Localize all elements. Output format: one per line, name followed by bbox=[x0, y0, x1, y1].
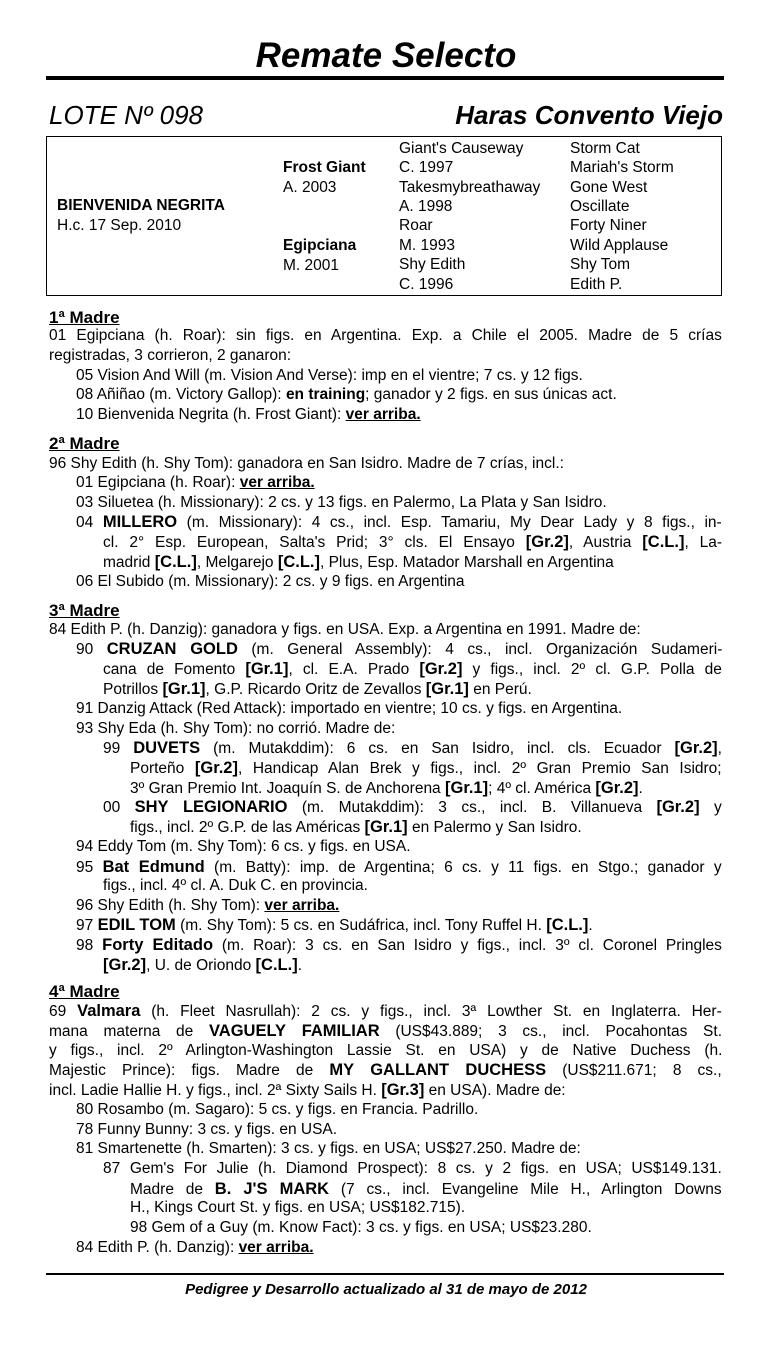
horse-highlight: Bat Edmund bbox=[102, 858, 205, 876]
page-title: Remate Selecto bbox=[255, 36, 517, 75]
gen2-entry: C. 1997 bbox=[399, 159, 454, 176]
horse-highlight: [Gr.1] bbox=[425, 680, 469, 698]
horse-highlight: EDIL TOM bbox=[97, 916, 176, 934]
text-line: registradas, 3 corrieron, 2 ganaron: bbox=[49, 347, 292, 364]
horse-highlight: B. J'S MARK bbox=[214, 1180, 330, 1198]
horse-highlight: [Gr.2] bbox=[194, 759, 238, 777]
sire-name: Frost Giant bbox=[283, 159, 366, 176]
text-line: 78 Funny Bunny: 3 cs. y figs. en USA. bbox=[76, 1121, 338, 1138]
text-line: Madre de B. J'S MARK (7 cs., incl. Evangeline Mile H., Arlington Downs bbox=[130, 1180, 722, 1198]
text-line: 04 MILLERO (m. Missionary): 4 cs., incl. Esp. Tamariu, My Dear Lady y 8 figs., in- bbox=[76, 513, 722, 531]
horse-highlight: [C.L.] bbox=[277, 553, 320, 571]
text-line: 03 Siluetea (h. Missionary): 2 cs. y 13 figs. en Palermo, La Plata y San Isidro. bbox=[76, 494, 607, 511]
gen3-entry: Forty Niner bbox=[570, 217, 647, 234]
text-line: 3º Gran Premio Int. Joaquín S. de Anchorena [Gr.1]; 4º cl. América [Gr.2]. bbox=[130, 779, 643, 797]
horse-highlight: [Gr.3] bbox=[381, 1081, 425, 1099]
text-line: 96 Shy Edith (h. Shy Tom): ver arriba. bbox=[76, 897, 340, 914]
footer-note: Pedigree y Desarrollo actualizado al 31 de mayo de 2012 bbox=[185, 1281, 587, 1298]
gen2-entry: Roar bbox=[399, 217, 433, 234]
horse-highlight: [C.L.] bbox=[154, 553, 197, 571]
title-rule bbox=[46, 76, 724, 80]
gen2-entry: M. 1993 bbox=[399, 237, 456, 254]
horse-highlight: [Gr.2] bbox=[103, 956, 147, 974]
section-heading: 4ª Madre bbox=[49, 982, 120, 1001]
horse-highlight: [Gr.2] bbox=[674, 739, 718, 757]
horse-highlight: [Gr.1] bbox=[364, 818, 408, 836]
text-line: figs., incl. 4º cl. A. Duk C. en provincia. bbox=[103, 877, 368, 894]
gen3-entry: Shy Tom bbox=[570, 256, 631, 273]
gen3-entry: Gone West bbox=[570, 179, 648, 196]
text-line: cl. 2° Esp. European, Salta's Prid; 3° cls. El Ensayo [Gr.2], Austria [C.L.], La- bbox=[103, 533, 722, 551]
text-line: y figs., incl. 2º Arlington-Washington Lassie St. en USA) y de Native Duchess (h. bbox=[49, 1042, 723, 1059]
gen3-entry: Wild Applause bbox=[570, 237, 669, 254]
text-line: 06 El Subido (m. Missionary): 2 cs. y 9 figs. en Argentina bbox=[76, 573, 465, 590]
horse-name: BIENVENIDA NEGRITA bbox=[57, 197, 225, 214]
gen2-entry: C. 1996 bbox=[399, 276, 454, 293]
section-heading: 3ª Madre bbox=[49, 601, 120, 620]
horse-highlight: Forty Editado bbox=[102, 936, 214, 954]
horse-highlight: [Gr.1] bbox=[162, 680, 206, 698]
text-line: 81 Smartenette (h. Smarten): 3 cs. y figs. en USA; US$27.250. Madre de: bbox=[76, 1140, 581, 1157]
text-line: Porteño [Gr.2], Handicap Alan Brek y figs., incl. 2º Gran Premio San Isidro; bbox=[130, 759, 722, 777]
horse-info: H.c. 17 Sep. 2010 bbox=[57, 217, 182, 234]
gen2-entry: Giant's Causeway bbox=[399, 140, 524, 157]
footer-rule bbox=[46, 1273, 724, 1275]
text-line: 10 Bienvenida Negrita (h. Frost Giant): ver arriba. bbox=[76, 406, 421, 423]
horse-highlight: [Gr.2] bbox=[525, 533, 569, 551]
cross-reference: ver arriba. bbox=[238, 1239, 314, 1256]
text-line: 96 Shy Edith (h. Shy Tom): ganadora en San Isidro. Madre de 7 crías, incl.: bbox=[49, 455, 564, 472]
text-line: 01 Egipciana (h. Roar): sin figs. en Argentina. Exp. a Chile el 2005. Madre de 5 crías bbox=[49, 327, 722, 344]
section-heading: 1ª Madre bbox=[49, 308, 120, 327]
text-line: 08 Añiñao (m. Victory Gallop): en training; ganador y 2 figs. en sus únicas act. bbox=[76, 386, 617, 403]
gen3-entry: Oscillate bbox=[570, 198, 630, 215]
cross-reference: ver arriba. bbox=[264, 897, 340, 914]
text-line: 94 Eddy Tom (m. Shy Tom): 6 cs. y figs. en USA. bbox=[76, 838, 411, 855]
text-line: 80 Rosambo (m. Sagaro): 5 cs. y figs. en Francia. Padrillo. bbox=[76, 1101, 479, 1118]
stud-name: Haras Convento Viejo bbox=[455, 100, 723, 130]
text-line: incl. Ladie Hallie H. y figs., incl. 2ª Sixty Sails H. [Gr.3] en USA). Madre de: bbox=[49, 1081, 566, 1099]
horse-highlight: MILLERO bbox=[102, 513, 178, 531]
text-line: 87 Gem's For Julie (h. Diamond Prospect): 8 cs. y 2 figs. en USA; US$149.131. bbox=[103, 1160, 722, 1177]
dam-info: M. 2001 bbox=[283, 257, 340, 274]
horse-highlight: [Gr.2] bbox=[419, 660, 463, 678]
text-line: 69 Valmara (h. Fleet Nasrullah): 2 cs. y figs., incl. 3ª Lowther St. en Inglaterra. Her- bbox=[49, 1002, 722, 1020]
text-line: 01 Egipciana (h. Roar): ver arriba. bbox=[76, 474, 315, 491]
horse-highlight: DUVETS bbox=[133, 739, 201, 757]
text-line: figs., incl. 2º G.P. de las Américas [Gr.1] en Palermo y San Isidro. bbox=[130, 818, 582, 836]
horse-highlight: [Gr.2] bbox=[595, 779, 639, 797]
gen3-entry: Mariah's Storm bbox=[570, 159, 674, 176]
dam-name: Egipciana bbox=[283, 237, 357, 254]
text-line: Majestic Prince): figs. Madre de MY GALLANT DUCHESS (US$211.671; 8 cs., bbox=[49, 1061, 722, 1079]
text-line: 98 Gem of a Guy (m. Know Fact): 3 cs. y figs. en USA; US$23.280. bbox=[130, 1219, 592, 1236]
pedigree-table bbox=[46, 136, 722, 296]
gen2-entry: Shy Edith bbox=[399, 256, 466, 273]
text-line: mana materna de VAGUELY FAMILIAR (US$43.889; 3 cs., incl. Pocahontas St. bbox=[49, 1022, 723, 1040]
text-line: 98 Forty Editado (m. Roar): 3 cs. en San Isidro y figs., incl. 3º cl. Coronel Pringles bbox=[76, 936, 722, 954]
text-line: H., Kings Court St. y figs. en USA; US$182.715). bbox=[130, 1199, 466, 1216]
text-line: 90 CRUZAN GOLD (m. General Assembly): 4 cs., incl. Organización Sudameri- bbox=[76, 640, 723, 658]
gen3-entry: Edith P. bbox=[570, 276, 623, 293]
text-line: 99 DUVETS (m. Mutakddim): 6 cs. en San Isidro, incl. cls. Ecuador [Gr.2], bbox=[103, 739, 722, 757]
gen3-entry: Storm Cat bbox=[570, 140, 640, 157]
text-line: 84 Edith P. (h. Danzig): ganadora y figs. en USA. Exp. a Argentina en 1991. Madre de: bbox=[49, 621, 641, 638]
horse-highlight: Valmara bbox=[77, 1002, 141, 1020]
text-line: 95 Bat Edmund (m. Batty): imp. de Argentina; 6 cs. y 11 figs. en Stgo.; ganador y bbox=[76, 858, 722, 876]
horse-highlight: MY GALLANT DUCHESS bbox=[329, 1061, 547, 1079]
gen2-entry: Takesmybreathaway bbox=[399, 179, 541, 196]
horse-highlight: [C.L.] bbox=[255, 956, 298, 974]
lot-number: LOTE Nº 098 bbox=[49, 100, 204, 130]
text-line: [Gr.2], U. de Oriondo [C.L.]. bbox=[103, 956, 302, 974]
text-line: 97 EDIL TOM (m. Shy Tom): 5 cs. en Sudáfrica, incl. Tony Ruffel H. [C.L.]. bbox=[76, 916, 593, 934]
text-line: 91 Danzig Attack (Red Attack): importado en vientre; 10 cs. y figs. en Argentina. bbox=[76, 700, 623, 717]
horse-highlight: [Gr.1] bbox=[245, 660, 289, 678]
gen2-entry: A. 1998 bbox=[399, 198, 453, 215]
text-line: 05 Vision And Will (m. Vision And Verse): imp en el vientre; 7 cs. y 12 figs. bbox=[76, 367, 583, 384]
text-line: madrid [C.L.], Melgarejo [C.L.], Plus, Esp. Matador Marshall en Argentina bbox=[103, 553, 614, 571]
horse-highlight: [C.L.] bbox=[642, 533, 685, 551]
text-line: Potrillos [Gr.1], G.P. Ricardo Oritz de Zevallos [Gr.1] en Perú. bbox=[103, 680, 532, 698]
horse-highlight: CRUZAN GOLD bbox=[106, 640, 238, 658]
text-line: 93 Shy Eda (h. Shy Tom): no corrió. Madre de: bbox=[76, 720, 396, 737]
horse-highlight: SHY LEGIONARIO bbox=[134, 798, 288, 816]
text-line: 00 SHY LEGIONARIO (m. Mutakddim): 3 cs., incl. B. Villanueva [Gr.2] y bbox=[103, 798, 722, 816]
horse-highlight: [Gr.2] bbox=[656, 798, 700, 816]
horse-highlight: [C.L.] bbox=[546, 916, 589, 934]
section-heading: 2ª Madre bbox=[49, 434, 120, 453]
cross-reference: ver arriba. bbox=[345, 406, 421, 423]
status-highlight: en training bbox=[285, 386, 366, 403]
sire-info: A. 2003 bbox=[283, 179, 337, 196]
text-line: 84 Edith P. (h. Danzig): ver arriba. bbox=[76, 1239, 314, 1256]
horse-highlight: VAGUELY FAMILIAR bbox=[209, 1022, 380, 1040]
horse-highlight: [Gr.1] bbox=[445, 779, 489, 797]
cross-reference: ver arriba. bbox=[239, 474, 315, 491]
text-line: cana de Fomento [Gr.1], cl. E.A. Prado [Gr.2] y figs., incl. 2º cl. G.P. Polla de bbox=[103, 660, 722, 678]
